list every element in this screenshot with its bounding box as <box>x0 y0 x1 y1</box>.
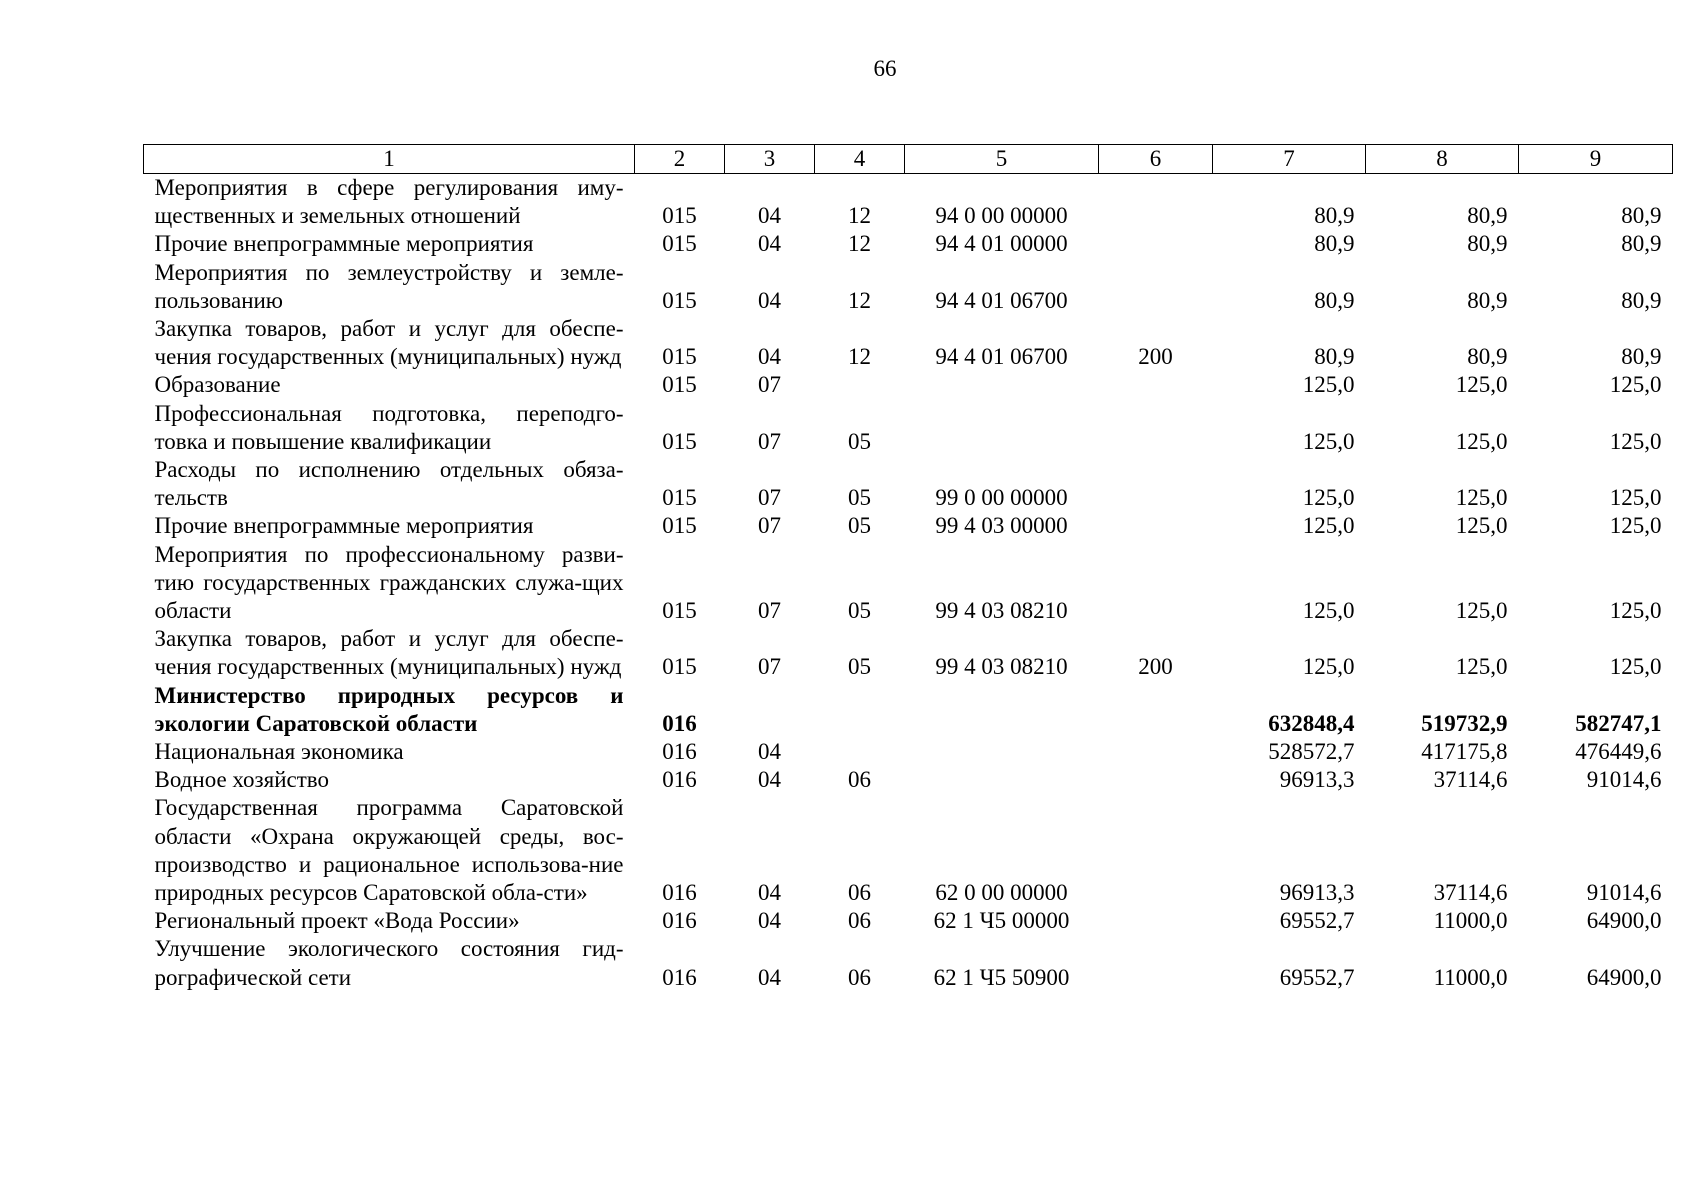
expense-type-cell <box>1099 935 1213 991</box>
item-name-cell: Закупка товаров, работ и услуг для обеспе-чения государственных (муниципальных) нужд <box>154 316 624 370</box>
amount-col7-cell: 80,9 <box>1314 344 1355 370</box>
ministry-code-cell: 015 <box>662 287 697 313</box>
subsection-code-cell: 06 <box>848 767 871 793</box>
amount-col8-cell: 80,9 <box>1467 203 1508 229</box>
amount-col9-cell: 125,0 <box>1609 598 1662 624</box>
ministry-code-cell: 015 <box>662 203 697 229</box>
amount-col8-cell: 37114,6 <box>1433 767 1508 793</box>
target-article-cell: 99 4 03 00000 <box>935 513 1068 539</box>
section-code-cell: 07 <box>758 485 781 511</box>
amount-col9-cell: 582747,1 <box>1575 710 1662 736</box>
table-row <box>144 512 1673 540</box>
ministry-code-cell: 015 <box>662 428 697 454</box>
amount-col7-cell: 80,9 <box>1314 287 1355 313</box>
table-row <box>144 625 1673 681</box>
amount-col9-cell: 91014,6 <box>1586 880 1662 906</box>
header-cell: 5 <box>905 145 1099 174</box>
amount-col9-cell: 125,0 <box>1609 513 1662 539</box>
expense-type-cell <box>1099 738 1213 766</box>
amount-col8-cell: 125,0 <box>1455 513 1508 539</box>
target-article-cell: 62 0 00 00000 <box>935 880 1068 906</box>
subsection-code-cell <box>815 738 905 766</box>
expense-type-cell <box>1099 456 1213 512</box>
ministry-code-cell: 016 <box>662 739 697 765</box>
ministry-code-cell: 015 <box>662 654 697 680</box>
amount-col7-cell: 69552,7 <box>1279 964 1355 990</box>
amount-col8-cell: 125,0 <box>1455 372 1508 398</box>
item-name-cell: Профессиональная подготовка, переподго-товка и повышение квалификации <box>154 400 624 454</box>
item-name-cell: Закупка товаров, работ и услуг для обеспе-чения государственных (муниципальных) нужд <box>154 626 624 680</box>
item-name-cell: Мероприятия по землеустройству и земле-пользованию <box>154 259 624 313</box>
amount-col9-cell: 125,0 <box>1609 372 1662 398</box>
ministry-code-cell: 015 <box>662 598 697 624</box>
ministry-code-cell: 015 <box>662 372 697 398</box>
target-article-cell: 62 1 Ч5 00000 <box>933 908 1070 934</box>
item-name-cell: Прочие внепрограммные мероприятия <box>154 513 534 539</box>
target-article-cell <box>905 682 1099 738</box>
expense-type-cell <box>1099 174 1213 231</box>
amount-col7-cell: 96913,3 <box>1279 767 1355 793</box>
section-code-cell: 04 <box>758 767 781 793</box>
section-code-cell: 04 <box>758 231 781 257</box>
table-row <box>144 371 1673 399</box>
expense-type-cell <box>1099 512 1213 540</box>
section-code-cell: 07 <box>758 372 781 398</box>
ministry-code-cell: 016 <box>662 908 697 934</box>
expense-type-cell <box>1099 400 1213 456</box>
subsection-code-cell: 05 <box>848 598 871 624</box>
amount-col7-cell: 125,0 <box>1302 598 1355 624</box>
section-code-cell: 04 <box>758 964 781 990</box>
header-cell: 9 <box>1519 145 1673 174</box>
subsection-code-cell: 05 <box>848 513 871 539</box>
target-article-cell: 99 4 03 08210 <box>935 654 1068 680</box>
amount-col7-cell: 80,9 <box>1314 231 1355 257</box>
ministry-code-cell: 016 <box>662 767 697 793</box>
ministry-code-cell: 016 <box>662 880 697 906</box>
item-name-cell: Образование <box>154 372 281 398</box>
table-row <box>144 935 1673 991</box>
subsection-code-cell <box>815 371 905 399</box>
expense-type-cell <box>1099 541 1213 626</box>
amount-col9-cell: 80,9 <box>1621 344 1662 370</box>
header-cell: 1 <box>144 145 635 174</box>
section-code-cell: 04 <box>758 880 781 906</box>
subsection-code-cell: 12 <box>848 231 871 257</box>
section-code-cell: 07 <box>758 513 781 539</box>
subsection-code-cell: 05 <box>848 485 871 511</box>
expense-type-cell <box>1099 230 1213 258</box>
section-code-cell <box>725 682 815 738</box>
expense-type-cell: 200 <box>1138 344 1173 370</box>
expense-type-cell <box>1099 259 1213 315</box>
target-article-cell: 99 0 00 00000 <box>935 485 1068 511</box>
amount-col9-cell: 125,0 <box>1609 654 1662 680</box>
amount-col8-cell: 11000,0 <box>1433 964 1508 990</box>
subsection-code-cell <box>815 682 905 738</box>
amount-col7-cell: 80,9 <box>1314 203 1355 229</box>
amount-col8-cell: 519732,9 <box>1421 710 1508 736</box>
item-name-cell: Государственная программа Саратовской области «Охрана окружающей среды, вос-производство и рациональное использова-ние природных ресурсов Саратовской обла-сти» <box>154 795 624 906</box>
amount-col9-cell: 125,0 <box>1609 428 1662 454</box>
table-body <box>144 174 1673 992</box>
amount-col7-cell: 528572,7 <box>1268 739 1355 765</box>
subsection-code-cell: 12 <box>848 344 871 370</box>
section-code-cell: 07 <box>758 654 781 680</box>
ministry-code-cell: 016 <box>662 964 697 990</box>
table-row <box>144 766 1673 794</box>
amount-col7-cell: 125,0 <box>1302 428 1355 454</box>
table-row <box>144 682 1673 738</box>
amount-col7-cell: 125,0 <box>1302 372 1355 398</box>
item-name-cell: Мероприятия по профессиональному разви-тию государственных гражданских служа-щих области <box>154 541 624 624</box>
target-article-cell: 94 4 01 06700 <box>935 344 1068 370</box>
amount-col7-cell: 96913,3 <box>1279 880 1355 906</box>
table-row <box>144 400 1673 456</box>
subsection-code-cell: 06 <box>848 908 871 934</box>
ministry-code-cell: 016 <box>662 710 697 736</box>
item-name-cell: Водное хозяйство <box>154 767 329 793</box>
budget-table <box>143 144 1673 992</box>
target-article-cell <box>905 766 1099 794</box>
expense-type-cell <box>1099 371 1213 399</box>
section-code-cell: 07 <box>758 428 781 454</box>
section-code-cell: 04 <box>758 908 781 934</box>
expense-type-cell <box>1099 766 1213 794</box>
expense-type-cell <box>1099 794 1213 907</box>
item-name-cell: Расходы по исполнению отдельных обяза-тельств <box>154 457 624 511</box>
target-article-cell: 62 1 Ч5 50900 <box>933 964 1070 990</box>
section-code-cell: 04 <box>758 344 781 370</box>
table-header-row <box>144 145 1673 174</box>
amount-col9-cell: 91014,6 <box>1586 767 1662 793</box>
expense-type-cell <box>1099 682 1213 738</box>
header-cell: 4 <box>815 145 905 174</box>
section-code-cell: 04 <box>758 203 781 229</box>
table-row <box>144 794 1673 907</box>
table-row <box>144 174 1673 231</box>
amount-col8-cell: 11000,0 <box>1433 908 1508 934</box>
target-article-cell: 94 4 01 00000 <box>935 231 1068 257</box>
amount-col8-cell: 80,9 <box>1467 344 1508 370</box>
table-row <box>144 315 1673 371</box>
amount-col9-cell: 64900,0 <box>1586 964 1662 990</box>
header-cell: 6 <box>1099 145 1213 174</box>
item-name-cell: Министерство природных ресурсов и экологии Саратовской области <box>154 682 624 736</box>
amount-col7-cell: 125,0 <box>1302 513 1355 539</box>
amount-col8-cell: 417175,8 <box>1421 739 1508 765</box>
subsection-code-cell: 05 <box>848 428 871 454</box>
ministry-code-cell: 015 <box>662 344 697 370</box>
item-name-cell: Мероприятия в сфере регулирования иму-щественных и земельных отношений <box>154 175 624 229</box>
subsection-code-cell: 06 <box>848 964 871 990</box>
table-row <box>144 456 1673 512</box>
subsection-code-cell: 12 <box>848 203 871 229</box>
subsection-code-cell: 06 <box>848 880 871 906</box>
table-row <box>144 907 1673 935</box>
target-article-cell <box>905 738 1099 766</box>
table-row <box>144 541 1673 626</box>
amount-col9-cell: 80,9 <box>1621 287 1662 313</box>
table-row <box>144 738 1673 766</box>
target-article-cell: 99 4 03 08210 <box>935 598 1068 624</box>
amount-col9-cell: 80,9 <box>1621 231 1662 257</box>
section-code-cell: 04 <box>758 287 781 313</box>
ministry-code-cell: 015 <box>662 513 697 539</box>
amount-col7-cell: 125,0 <box>1302 654 1355 680</box>
item-name-cell: Прочие внепрограммные мероприятия <box>154 231 534 257</box>
target-article-cell: 94 0 00 00000 <box>935 203 1068 229</box>
item-name-cell: Улучшение экологического состояния гид-рографической сети <box>154 936 624 990</box>
amount-col8-cell: 125,0 <box>1455 654 1508 680</box>
header-cell: 7 <box>1213 145 1366 174</box>
item-name-cell: Национальная экономика <box>154 739 404 765</box>
amount-col7-cell: 125,0 <box>1302 485 1355 511</box>
amount-col9-cell: 80,9 <box>1621 203 1662 229</box>
table-row <box>144 259 1673 315</box>
target-article-cell <box>905 400 1099 456</box>
ministry-code-cell: 015 <box>662 485 697 511</box>
amount-col8-cell: 125,0 <box>1455 428 1508 454</box>
header-cell: 3 <box>725 145 815 174</box>
table-row <box>144 230 1673 258</box>
subsection-code-cell: 05 <box>848 654 871 680</box>
section-code-cell: 07 <box>758 598 781 624</box>
page-number: 66 <box>873 56 897 81</box>
amount-col7-cell: 69552,7 <box>1279 908 1355 934</box>
amount-col8-cell: 125,0 <box>1455 485 1508 511</box>
header-cell: 8 <box>1366 145 1519 174</box>
target-article-cell: 94 4 01 06700 <box>935 287 1068 313</box>
target-article-cell <box>905 371 1099 399</box>
amount-col8-cell: 37114,6 <box>1433 880 1508 906</box>
subsection-code-cell: 12 <box>848 287 871 313</box>
section-code-cell: 04 <box>758 739 781 765</box>
ministry-code-cell: 015 <box>662 231 697 257</box>
amount-col8-cell: 125,0 <box>1455 598 1508 624</box>
amount-col9-cell: 476449,6 <box>1575 739 1662 765</box>
amount-col9-cell: 125,0 <box>1609 485 1662 511</box>
item-name-cell: Региональный проект «Вода России» <box>154 908 520 934</box>
header-cell: 2 <box>635 145 725 174</box>
amount-col8-cell: 80,9 <box>1467 231 1508 257</box>
amount-col9-cell: 64900,0 <box>1586 908 1662 934</box>
expense-type-cell <box>1099 907 1213 935</box>
expense-type-cell: 200 <box>1138 654 1173 680</box>
amount-col8-cell: 80,9 <box>1467 287 1508 313</box>
amount-col7-cell: 632848,4 <box>1268 710 1355 736</box>
